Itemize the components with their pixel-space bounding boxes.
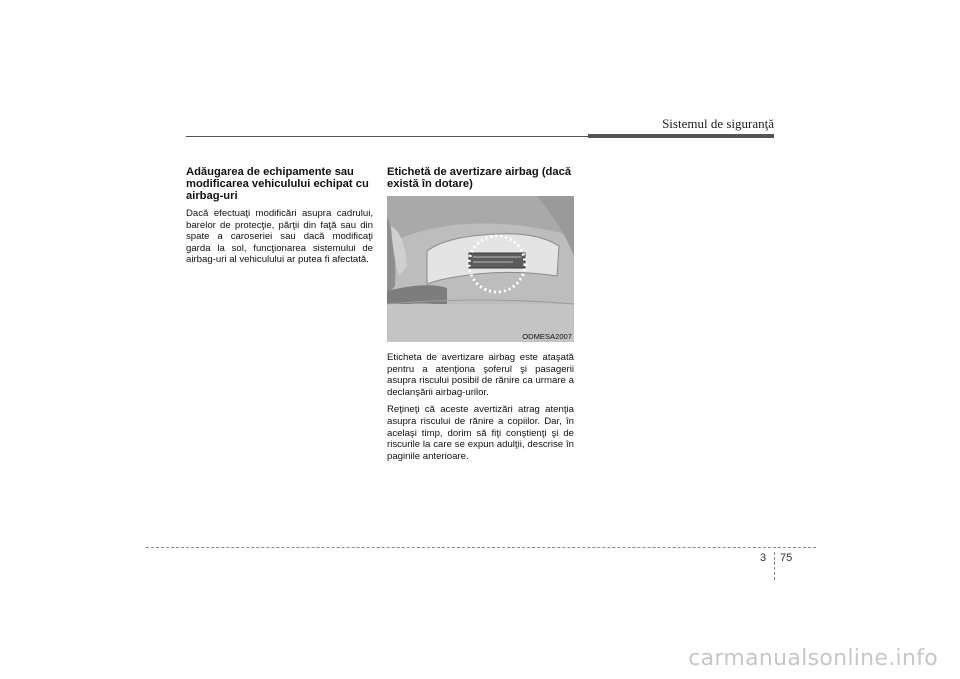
section-paragraph-modifications: Dacă efectuaţi modificări asupra cadrului, barelor de protecţie, părţii din faţă sau din spate a caroseriei sau dacă modificaţi garda la sol, funcţionarea sistemului de airbag-uri al vehiculului ar putea fi afectată.	[186, 208, 373, 266]
watermark: carmanualsonline.info	[688, 646, 938, 671]
footer-rule	[146, 547, 816, 548]
page-number-divider	[774, 552, 775, 580]
section-heading-modifications: Adăugarea de echipamente sau modificarea vehiculului echipat cu airbag-uri	[186, 166, 369, 202]
left-column	[186, 166, 373, 272]
section-paragraph-label-purpose: Eticheta de avertizare airbag este ataşată pentru a atenţiona şoferul şi pasagerii asupra riscului posibil de rănire ca urmare a declanşării airbag-urilor.	[387, 352, 574, 398]
sun-visor-airbag-label-photo	[387, 196, 574, 342]
header-title: Sistemul de siguranţă	[662, 116, 774, 131]
figure-caption: ODMESA2007	[522, 332, 572, 341]
page-number: 75	[780, 552, 793, 564]
sun-visor-illustration	[387, 196, 574, 342]
chapter-number: 3	[760, 552, 767, 564]
header-rule	[186, 136, 588, 137]
middle-column	[387, 166, 574, 468]
header-rule-accent	[588, 134, 774, 138]
section-paragraph-label-risks: Reţineţi că aceste avertizări atrag atenţia asupra riscului de rănire a copiilor. Dar, în acelaşi timp, dorim să fiţi conştienţi şi de riscurile la care se expun adulţii, descrise în paginile anterioare.	[387, 404, 574, 462]
section-heading-airbag-label: Etichetă de avertizare airbag (dacă există în dotare)	[387, 166, 572, 190]
